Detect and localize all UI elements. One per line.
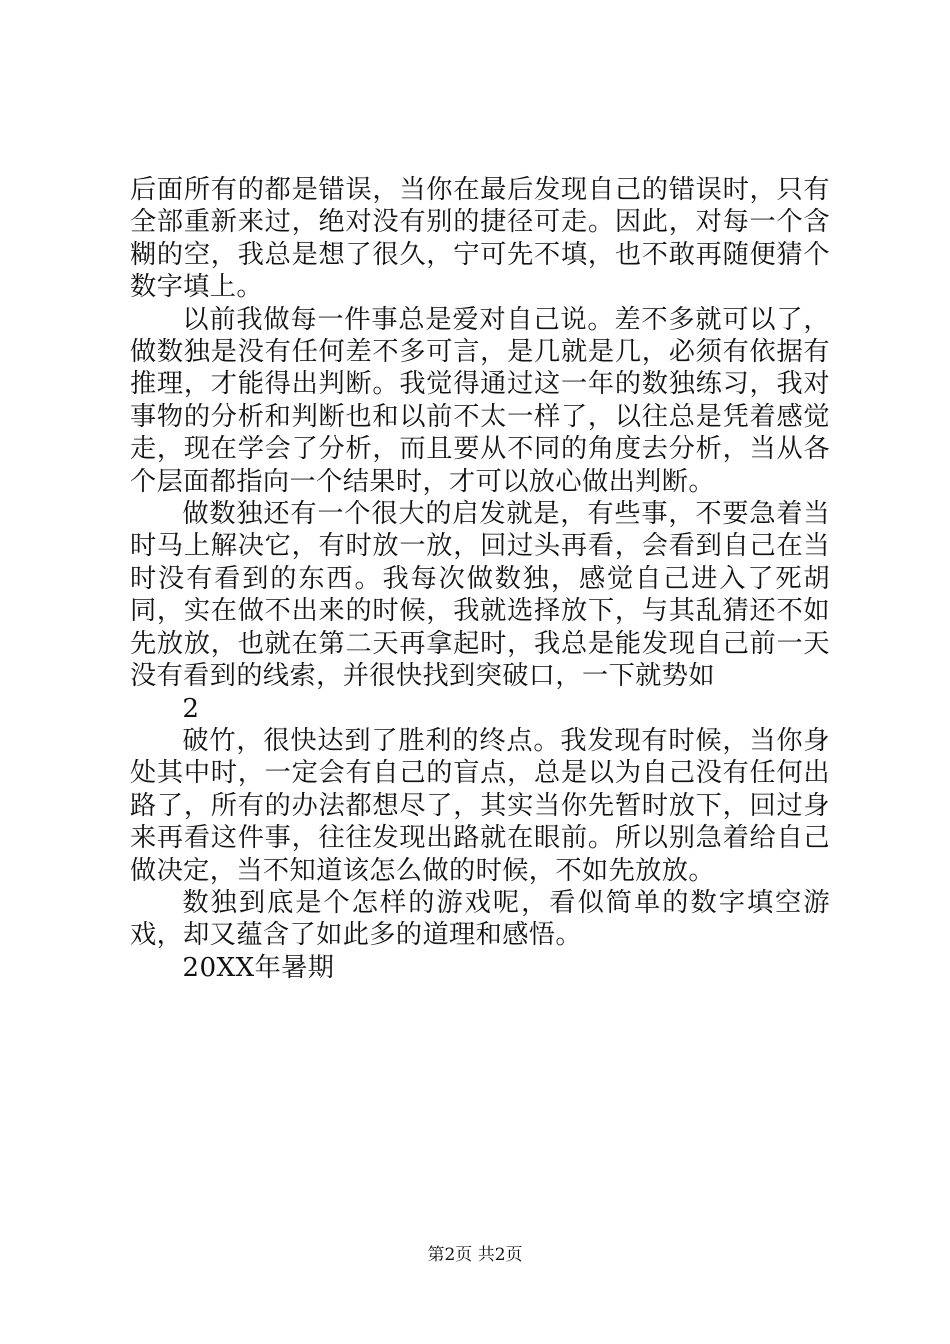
paragraph-3: 做数独还有一个很大的启发就是，有些事，不要急着当时马上解决它，有时放一放，回过头再看，会看到自己在当时没有看到的东西。我每次做数独，感觉自己进入了死胡同，实在做不出来的时候，我就选择放下，与其乱猜还不如先放放，也就在第二天再拿起时，我总是能发现自己前一天没有看到的线索，并很快找到突破口，一下就势如 — [130, 499, 830, 692]
page-number-footer: 第2页 共2页 — [427, 1245, 523, 1265]
paragraph-6: 数独到底是个怎样的游戏呢，看似简单的数字填空游戏，却又蕴含了如此多的道理和感悟。 — [130, 887, 830, 951]
paragraph-2: 以前我做每一件事总是爱对自己说。差不多就可以了，做数独是没有任何差不多可言，是几就是几，必须有依据有推理，才能得出判断。我觉得通过这一年的数独练习，我对事物的分析和判断也和以前不太一样了，以往总是凭着感觉走，现在学会了分析，而且要从不同的角度去分析，当从各个层面都指向一个结果时，才可以放心做出判断。 — [130, 304, 830, 497]
document-body — [130, 174, 830, 984]
date-line: 20XX年暑期 — [182, 952, 335, 983]
paragraph-4: 2 — [182, 693, 200, 724]
paragraph-5: 破竹，很快达到了胜利的终点。我发现有时候，当你身处其中时，一定会有自己的盲点，总是以为自己没有任何出路了，所有的办法都想尽了，其实当你先暂时放下，回过身来再看这件事，往往发现出路就在眼前。所以别急着给自己做决定，当不知道该怎么做的时候，不如先放放。 — [130, 725, 830, 886]
paragraph-1: 后面所有的都是错误，当你在最后发现自己的错误时，只有全部重新来过，绝对没有别的捷径可走。因此，对每一个含糊的空，我总是想了很久，宁可先不填，也不敢再随便猜个数字填上。 — [130, 175, 830, 303]
